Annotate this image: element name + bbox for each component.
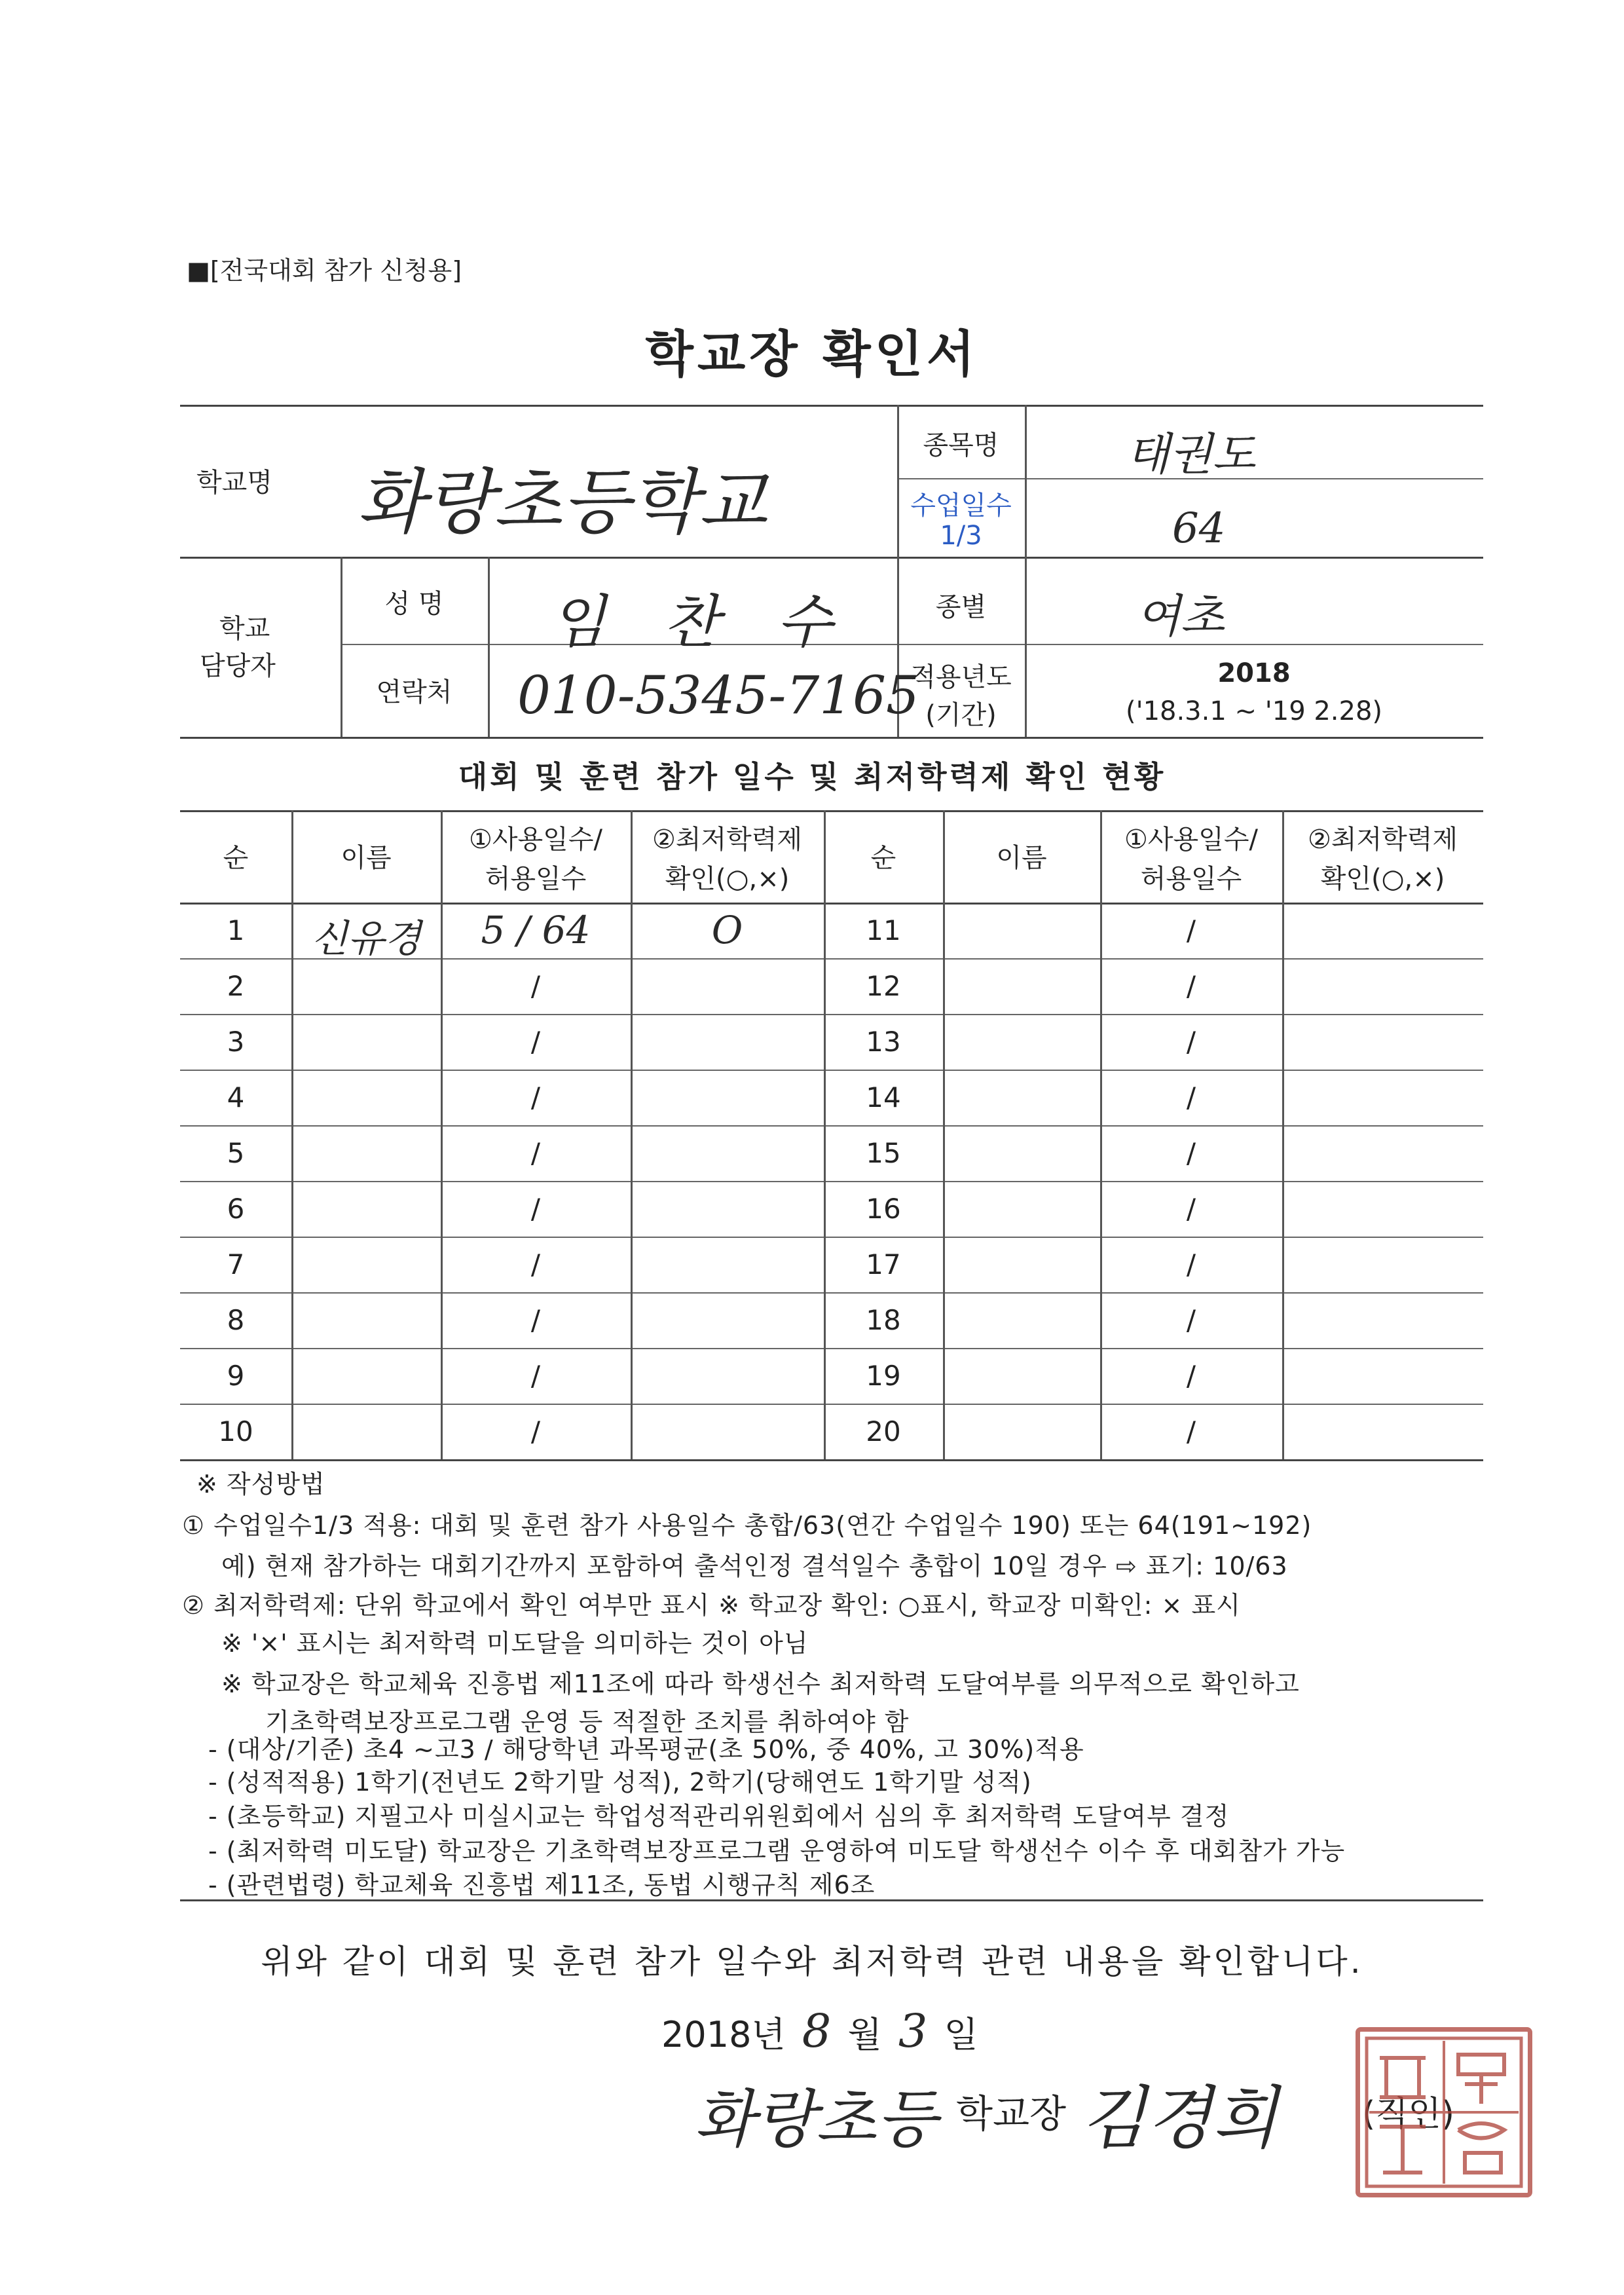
staff-label-2: 담당자 <box>200 651 276 681</box>
row-number: 6 <box>227 1193 245 1225</box>
info-col-divider-2 <box>488 557 490 737</box>
row-used-days: / <box>1186 1248 1196 1280</box>
note-4b: 기초학력보장프로그램 운영 등 적절한 조치를 취하여야 함 <box>265 1707 910 1736</box>
notes-bottom-border <box>180 1899 1483 1901</box>
table-row-line <box>180 1404 1483 1405</box>
table-row-line <box>180 1070 1483 1071</box>
notes-heading: ※ 작성방법 <box>196 1470 325 1499</box>
table-row-line <box>180 1125 1483 1127</box>
row-number: 2 <box>227 970 245 1002</box>
note-4a: ※ 학교장은 학교체육 진흥법 제11조에 따라 학생선수 최저학력 도달여부를 의무적으로 확인하고 <box>221 1670 1300 1698</box>
class-days-value-handwritten: 64 <box>1172 504 1226 553</box>
row-used-days: / <box>530 1248 541 1280</box>
header-name: 이름 <box>996 843 1047 873</box>
header-days-1: ①사용일수/ <box>1124 825 1258 855</box>
date-day-unit: 일 <box>944 2014 978 2055</box>
row-min-check: O <box>711 908 743 952</box>
row-number: 15 <box>866 1137 901 1169</box>
table-row-line <box>180 1348 1483 1349</box>
date-year: 2018년 <box>661 2014 786 2055</box>
row-used-days: / <box>530 1081 541 1113</box>
table-header-bottom <box>180 903 1483 905</box>
note-bullet-2: - (성적적용) 1학기(전년도 2학기말 성적), 2학기(당해연도 1학기말 성적) <box>208 1768 1032 1797</box>
table-col-line <box>943 810 945 1459</box>
row-used-days: / <box>1186 914 1196 946</box>
row-used-days: / <box>1186 1137 1196 1169</box>
table-row-line <box>180 1014 1483 1015</box>
class-days-label: 수업일수 <box>910 491 1012 521</box>
row-student-name: 신유경 <box>310 916 422 961</box>
date-month-handwritten: 8 <box>802 2004 832 2058</box>
header-min-2: 확인(○,×) <box>1320 864 1445 894</box>
info-line-school-bottom <box>180 557 1483 559</box>
row-used-days: / <box>530 1026 541 1058</box>
row-number: 14 <box>866 1081 901 1113</box>
period-value: ('18.3.1 ~ '19 2.28) <box>1125 696 1383 726</box>
row-number: 19 <box>866 1360 901 1392</box>
row-used-days: / <box>530 1360 541 1392</box>
seal-label: (직인) <box>1362 2095 1455 2134</box>
row-number: 3 <box>227 1026 245 1058</box>
signature-title: 학교장 <box>956 2091 1067 2136</box>
info-line-name <box>341 644 1483 645</box>
sport-value-handwritten: 태권도 <box>1126 429 1256 481</box>
school-label: 학교명 <box>196 468 272 498</box>
year-label-2: (기간) <box>925 700 997 730</box>
header-no: 순 <box>870 843 896 873</box>
section-title: 대회 및 훈련 참가 일수 및 최저학력제 확인 현황 <box>458 759 1166 794</box>
category-value-handwritten: 여초 <box>1136 589 1225 643</box>
row-used-days: / <box>1186 1304 1196 1336</box>
row-number: 20 <box>866 1415 901 1447</box>
page-title: 학교장 확인서 <box>645 325 979 383</box>
row-number: 1 <box>227 914 245 946</box>
date-day-handwritten: 3 <box>898 2004 928 2058</box>
signature-name-handwritten: 김경희 <box>1080 2078 1278 2158</box>
note-bullet-3: - (초등학교) 지필고사 미실시교는 학업성적관리위원회에서 심의 후 최저학력 도달여부 결정 <box>208 1802 1230 1831</box>
row-number: 18 <box>866 1304 901 1336</box>
year-value: 2018 <box>1217 658 1291 688</box>
table-row-line <box>180 1181 1483 1182</box>
header-days-2: 허용일수 <box>1140 864 1242 894</box>
row-number: 12 <box>866 970 901 1002</box>
header-no: 순 <box>223 843 249 873</box>
table-bottom-border <box>180 1459 1483 1461</box>
contact-value-handwritten: 010-5345-7165 <box>517 665 919 726</box>
row-number: 10 <box>218 1415 253 1447</box>
table-row-line <box>180 1292 1483 1294</box>
school-name-handwritten: 화랑초등학교 <box>357 462 767 544</box>
header-name: 이름 <box>341 843 392 873</box>
row-used-days: / <box>1186 1415 1196 1447</box>
note-1b: 예) 현재 참가하는 대회기간까지 포함하여 출석인정 결석일수 총합이 10일 경우 ⇨ 표기: 10/63 <box>221 1552 1288 1580</box>
header-min-1: ②최저학력제 <box>652 825 803 855</box>
signature-school-handwritten: 화랑초등 <box>694 2083 937 2156</box>
row-used-days: / <box>530 1137 541 1169</box>
row-used-days: / <box>1186 1081 1196 1113</box>
row-number: 4 <box>227 1081 245 1113</box>
table-col-line <box>1282 810 1284 1459</box>
row-used-days: / <box>530 970 541 1002</box>
official-stamp <box>1356 2027 1532 2197</box>
stamp-seal-icon <box>1360 2032 1528 2193</box>
row-number: 8 <box>227 1304 245 1336</box>
header-days-1: ①사용일수/ <box>469 825 602 855</box>
header-min-1: ②최저학력제 <box>1307 825 1458 855</box>
class-days-sub: 1/3 <box>940 521 982 551</box>
date-line <box>661 2004 978 2058</box>
staff-label-1: 학교 <box>219 614 270 644</box>
sport-label: 종목명 <box>923 430 999 460</box>
note-bullet-5: - (관련법령) 학교체육 진흥법 제11조, 동법 시행규칙 제6조 <box>208 1871 876 1899</box>
row-number: 9 <box>227 1360 245 1392</box>
row-used-days: / <box>530 1193 541 1225</box>
form-tag: ■[전국대회 참가 신청용] <box>187 256 462 285</box>
note-bullet-4: - (최저학력 미도달) 학교장은 기초학력보장프로그램 운영하여 미도달 학생선수 이수 후 대회참가 가능 <box>208 1837 1346 1865</box>
header-min-2: 확인(○,×) <box>665 864 790 894</box>
header-days-2: 허용일수 <box>485 864 587 894</box>
row-used-days: / <box>530 1304 541 1336</box>
row-used-days: / <box>1186 1360 1196 1392</box>
note-2: ② 최저학력제: 단위 학교에서 확인 여부만 표시 ※ 학교장 확인: ○표시, 학교장 미확인: × 표시 <box>182 1591 1241 1620</box>
row-number: 5 <box>227 1137 245 1169</box>
table-top-border <box>180 810 1483 812</box>
note-1a: ① 수업일수1/3 적용: 대회 및 훈련 참가 사용일수 총합/63(연간 수업일수 190) 또는 64(191~192) <box>182 1511 1312 1540</box>
year-label-1: 적용년도 <box>910 662 1012 692</box>
note-bullet-1: - (대상/기준) 초4 ~고3 / 해당학년 과목평균(초 50%, 중 40%, 고 30%)적용 <box>208 1735 1084 1764</box>
name-label: 성 명 <box>384 589 444 619</box>
row-number: 16 <box>866 1193 901 1225</box>
row-used-days: / <box>1186 1193 1196 1225</box>
row-used-days: / <box>530 1415 541 1447</box>
row-number: 11 <box>866 914 901 946</box>
row-number: 13 <box>866 1026 901 1058</box>
row-used-days: 5 / 64 <box>481 908 591 952</box>
contact-label: 연락처 <box>376 677 452 707</box>
note-3: ※ '×' 표시는 최저학력 미도달을 의미하는 것이 아님 <box>221 1629 809 1658</box>
info-bottom-border <box>180 737 1483 739</box>
confirm-statement: 위와 같이 대회 및 훈련 참가 일수와 최저학력 관련 내용을 확인합니다. <box>261 1943 1363 1981</box>
row-used-days: / <box>1186 970 1196 1002</box>
staff-name-handwritten: 임 찬 수 <box>550 588 852 656</box>
category-label: 종별 <box>935 592 987 622</box>
row-used-days: / <box>1186 1026 1196 1058</box>
date-month-unit: 월 <box>847 2014 882 2055</box>
info-top-border <box>180 405 1483 407</box>
row-number: 17 <box>866 1248 901 1280</box>
row-number: 7 <box>227 1248 245 1280</box>
table-row-line <box>180 1237 1483 1238</box>
